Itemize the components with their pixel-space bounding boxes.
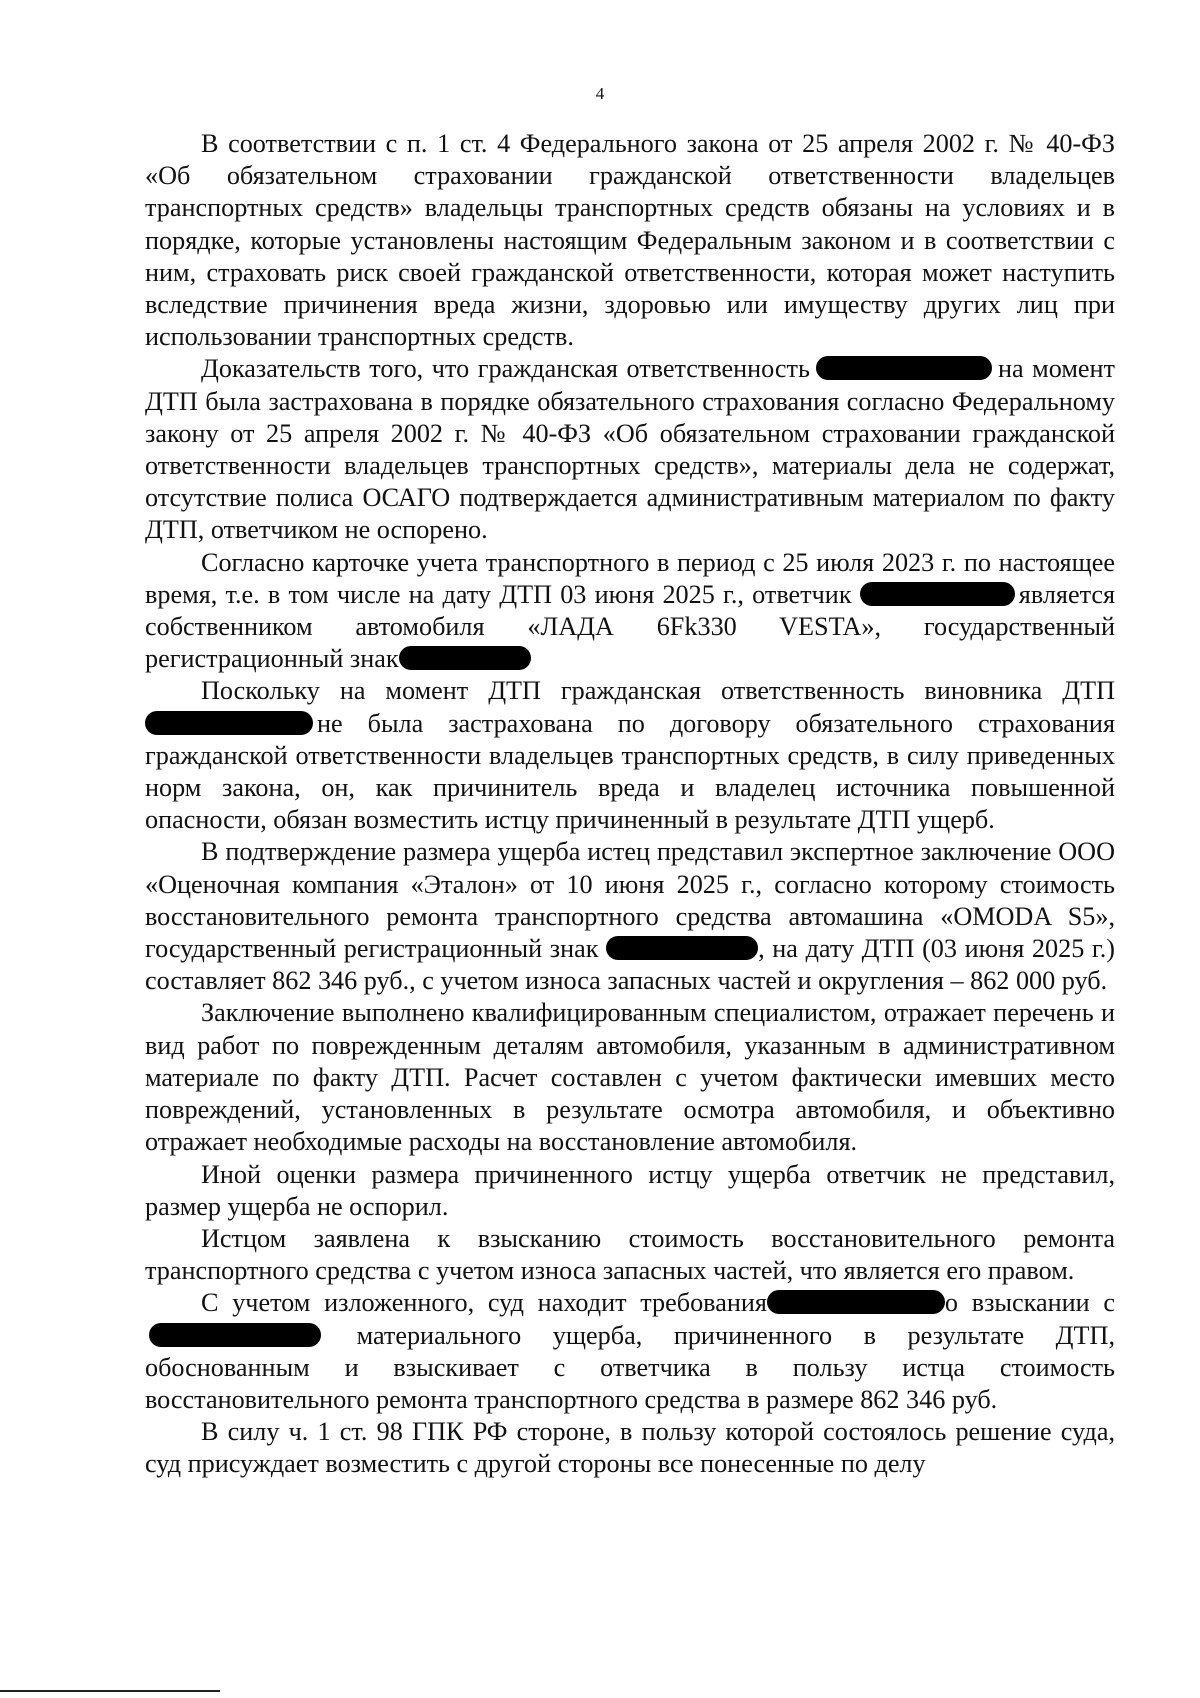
redaction-mark [145, 711, 313, 735]
paragraph-text: С учетом изложенного, суд находит требования [201, 1288, 767, 1318]
paragraph-1 [145, 128, 1115, 353]
paragraph-4 [145, 675, 1115, 836]
paragraph-text: Иной оценки размера причиненного истцу ущерба ответчик не представил, размер ущерба не оспорил. [145, 1159, 1115, 1221]
paragraph-6 [145, 997, 1115, 1158]
redaction-mark [606, 936, 758, 960]
paragraph-text: В соответствии с п. 1 ст. 4 Федерального закона от 25 апреля 2002 г. № 40-ФЗ «Об обязательном страховании гражданской ответственности владельцев транспортных средств» владельцы транспортных средств обязаны на условиях и в порядке, которые установлены настоящим Федеральным законом и в соответствии с ним, страховать риск своей гражданской ответственности, которая может наступить вследствие причинения вреда жизни, здоровью или имуществу других лиц при использовании транспортных средств. [145, 129, 1115, 352]
paragraph-text: материального ущерба, причиненного в результате ДТП, обоснованным и взыскивает с ответчика в пользу истца стоимость восстановительного ремонта транспортного средства в размере 862 346 руб. [145, 1320, 1115, 1414]
scan-edge-line [0, 1690, 220, 1692]
paragraph-text: В силу ч. 1 ст. 98 ГПК РФ стороне, в пользу которой состоялось решение суда, суд присуждает возместить с другой стороны все понесенные по делу [145, 1417, 1115, 1479]
paragraph-7 [145, 1159, 1115, 1223]
paragraph-9 [145, 1287, 1115, 1416]
redaction-mark [816, 356, 992, 380]
paragraph-text: Поскольку на момент ДТП гражданская ответственность виновника ДТП [201, 676, 1115, 706]
paragraph-text: , на дату ДТП (03 июня 2025 г.) составляет 862 346 руб., с учетом износа запасных частей и округления – 862 000 руб. [145, 934, 1115, 996]
paragraph-text: Истцом заявлена к взысканию стоимость восстановительного ремонта транспортного средства с учетом износа запасных частей, что является его правом. [145, 1223, 1115, 1286]
paragraph-text: В подтверждение размера ущерба истец представил экспертное заключение ООО «Оценочная компания «Эталон» от 10 июня 2025 г., согласно которому стоимость восстановительного ремонта транспортного средства автомашина «OMODA S5», государственный регистрационный знак [145, 837, 1115, 964]
document-body [145, 128, 1115, 1481]
paragraph-2 [145, 353, 1115, 546]
paragraph-text: о взыскании с [944, 1288, 1115, 1318]
paragraph-text: Доказательств того, что гражданская ответственность [201, 354, 810, 384]
paragraph-10 [145, 1416, 1115, 1480]
redaction-mark [399, 646, 531, 670]
paragraph-3 [145, 547, 1115, 676]
paragraph-5 [145, 836, 1115, 997]
paragraph-text: Согласно карточке учета транспортного в период с 25 июля 2023 г. по настоящее время, т.е. в том числе на дату ДТП 03 июня 2025 г., ответчик [145, 547, 1115, 609]
page-number: 4 [595, 84, 605, 103]
paragraph-text: не была застрахована по договору обязательного страхования гражданской ответственности владельцев транспортных средств, в силу приведенных норм закона, он, как причинитель вреда и владелец источника повышенной опасности, обязан возместить истцу причиненный в результате ДТП ущерб. [145, 708, 1115, 835]
paragraph-text: является собственником автомобиля «ЛАДА 6Fk330 VESTA», государственный регистрационный знак [145, 579, 1116, 674]
paragraph-8 [145, 1223, 1115, 1287]
paragraph-text: Заключение выполнено квалифицированным специалистом, отражает перечень и вид работ по поврежденным деталям автомобиля, указанным в административном материале по факту ДТП. Расчет составлен с учетом фактически имевших место повреждений, установленных в результате осмотра автомобиля, и объективно отражает необходимые расходы на восстановление автомобиля. [145, 998, 1115, 1157]
redaction-mark [767, 1290, 945, 1314]
redaction-mark [860, 582, 1015, 606]
paragraph-text: на момент ДТП была застрахована в порядке обязательного страхования согласно Федеральному закону от 25 апреля 2002 г. № 40-ФЗ «Об обязательном страховании гражданской ответственности владельцев транспортных средств», материалы дела не содержат, отсутствие полиса ОСАГО подтверждается административным материалом по факту ДТП, ответчиком не оспорено. [145, 354, 1115, 545]
redaction-mark [149, 1323, 321, 1347]
